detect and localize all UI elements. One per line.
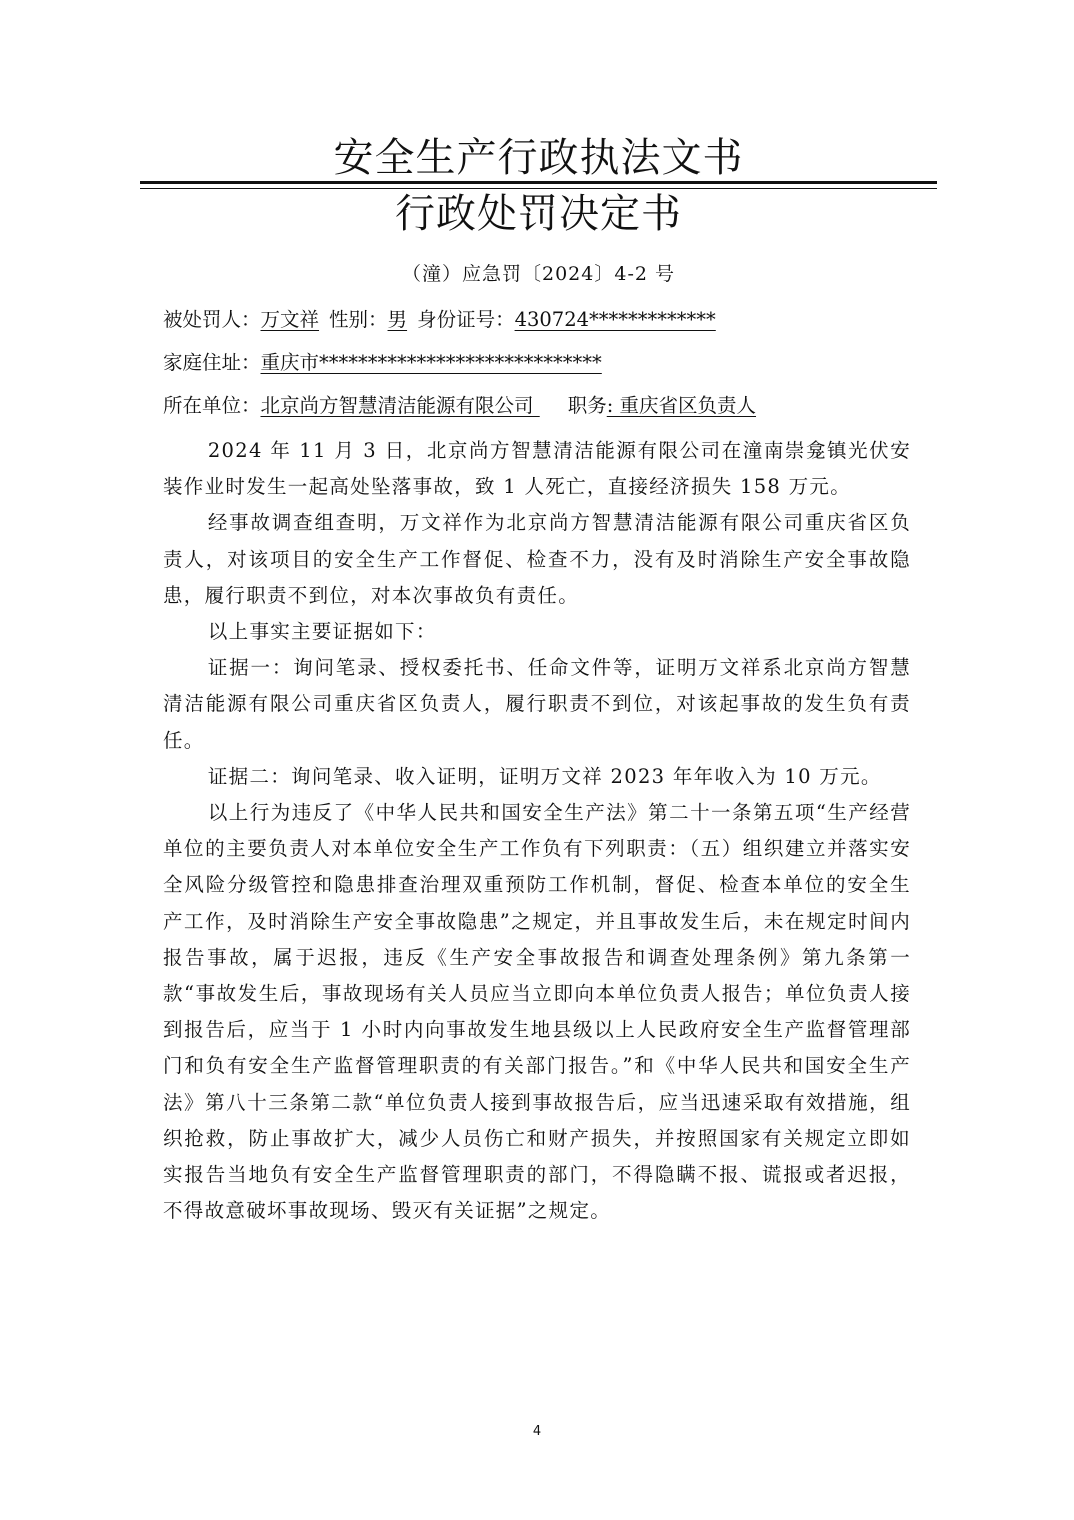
employer-label: 所在单位： — [163, 394, 261, 417]
paragraph-evidence-1: 证据一：询问笔录、授权委托书、任命文件等，证明万文祥系北京尚方智慧清洁能源有限公司重庆省区负责人，履行职责不到位，对该起事故的发生负有责任。 — [163, 656, 911, 752]
id-value: 430724************* — [514, 308, 716, 331]
party-line-2 — [163, 348, 602, 378]
paragraph-findings: 经事故调查组查明，万文祥作为北京尚方智慧清洁能源有限公司重庆省区负责人，对该项目的安全生产工作督促、检查不力，没有及时消除生产安全事故隐患，履行职责不到位，对本次事故负有责任。 — [163, 511, 911, 607]
name-label: 被处罚人： — [163, 308, 261, 331]
position-value: : 重庆省区负责人 — [606, 394, 757, 417]
document-title: 安全生产行政执法文书 — [333, 135, 744, 181]
document-body — [163, 433, 911, 1229]
party-line-3 — [163, 391, 756, 421]
address-value: 重庆市***************************** — [260, 351, 602, 374]
paragraph-incident: 2024 年 11 月 3 日，北京尚方智慧清洁能源有限公司在潼南崇龛镇光伏安装作业时发生一起高处坠落事故，致 1 人死亡，直接经济损失 158 万元。 — [163, 439, 911, 499]
gender-label: 性别： — [329, 308, 388, 331]
employer-value: 北京尚方智慧清洁能源有限公司 — [260, 394, 540, 417]
title-rule-thin — [140, 188, 937, 189]
paragraph-violation: 以上行为违反了《中华人民共和国安全生产法》第二十一条第五项“生产经营单位的主要负责人对本单位安全生产工作负有下列职责：（五）组织建立并落实安全风险分级管控和隐患排查治理双重预防工作机制，督促、检查本单位的安全生产工作，及时消除生产安全事故隐患”之规定，并且事故发生后，未在规定时间内报告事故，属于迟报，违反《生产安全事故报告和调查处理条例》第九条第一款“事故发生后，事故现场有关人员应当立即向本单位负责人报告；单位负责人接到报告后，应当于 1 小时内向事故发生地县级以上人民政府安全生产监督管理部门和负有安全生产监督管理职责的有关部门报告。”和《中华人民共和国安全生产法》第八十三条第二款“单位负责人接到事故报告后，应当迅速采取有效措施，组织抢救，防止事故扩大，减少人员伤亡和财产损失，并按照国家有关规定立即如实报告当地负有安全生产监督管理职责的部门，不得隐瞒不报、谎报或者迟报，不得故意破坏事故现场、毁灭有关证据”之规定。 — [163, 801, 911, 1223]
party-line-1 — [163, 305, 716, 335]
id-label: 身份证号： — [417, 308, 515, 331]
page-number: 4 — [532, 1424, 542, 1439]
position-label: 职务 — [567, 394, 607, 417]
name-value: 万文祥 — [260, 308, 320, 331]
document-number: （潼）应急罚〔2024〕4-2 号 — [402, 263, 675, 285]
paragraph-evidence-intro: 以上事实主要证据如下： — [207, 620, 437, 644]
title-rule-thick — [140, 181, 937, 184]
gender-value: 男 — [387, 308, 408, 331]
document-subtitle: 行政处罚决定书 — [395, 191, 682, 237]
address-label: 家庭住址： — [163, 351, 261, 374]
paragraph-evidence-2: 证据二：询问笔录、收入证明，证明万文祥 2023 年年收入为 10 万元。 — [207, 764, 882, 788]
